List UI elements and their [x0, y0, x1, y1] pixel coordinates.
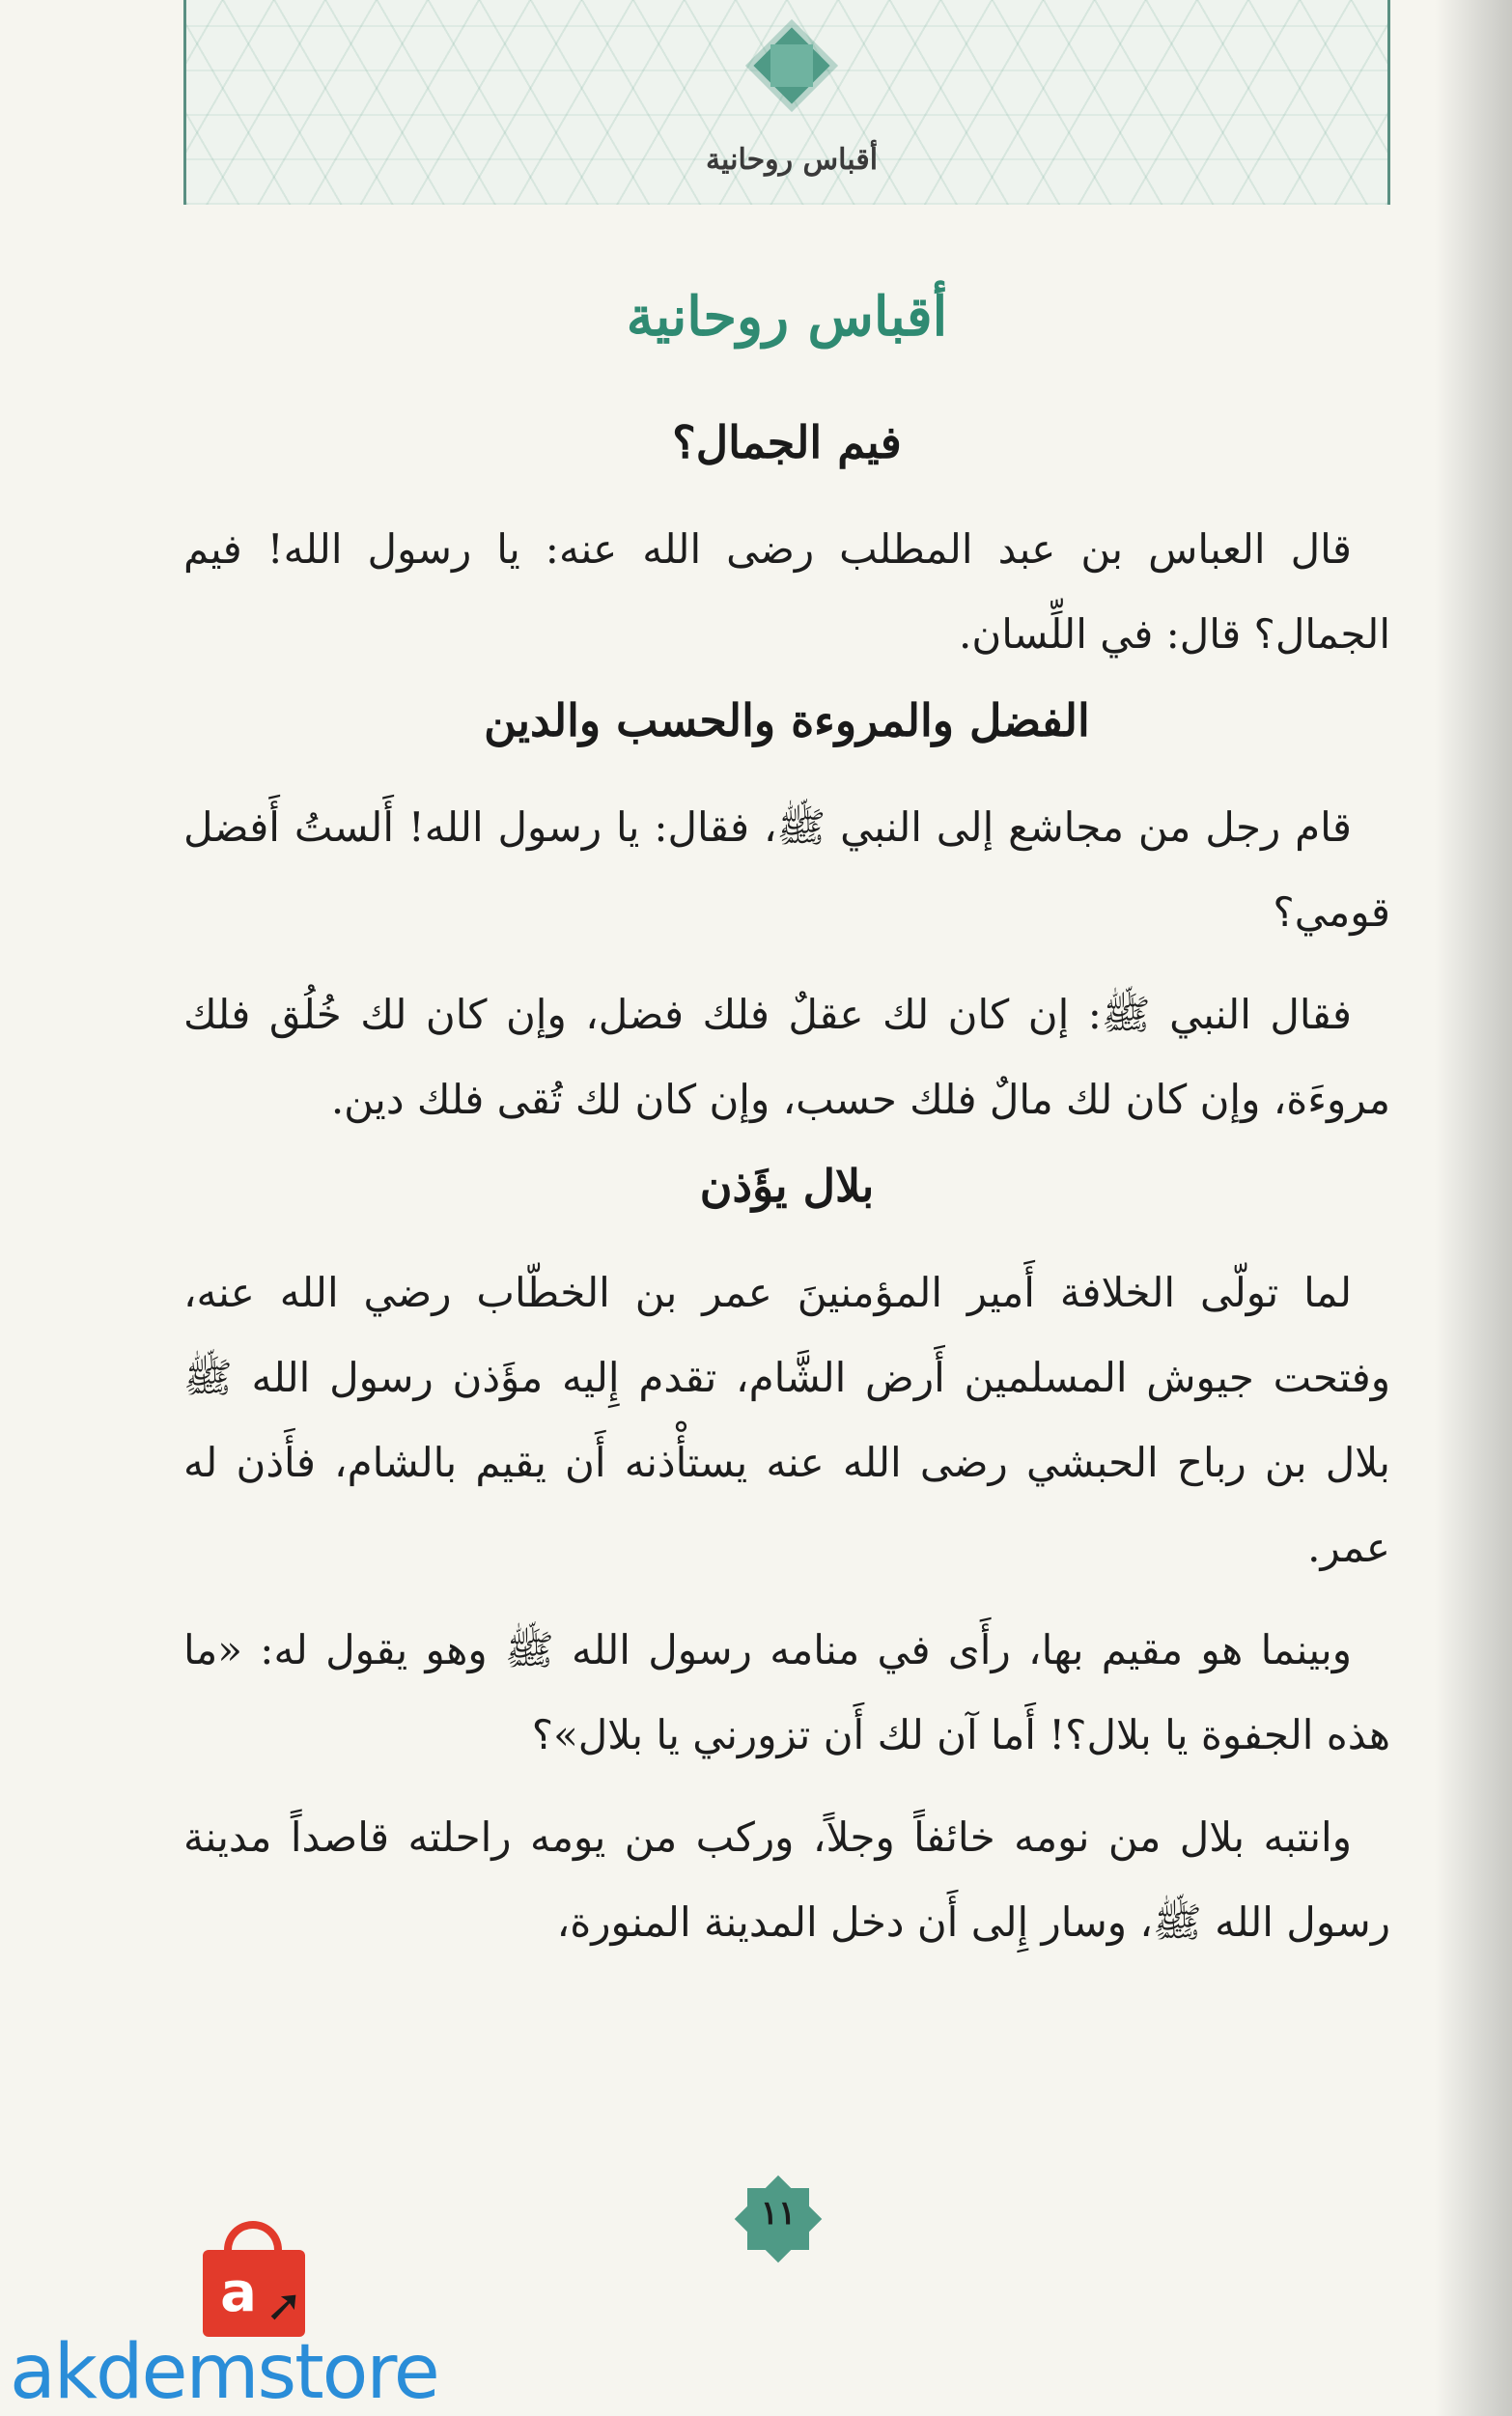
paragraph: فقال النبي ﷺ: إن كان لك عقلٌ فلك فضل، وإن كان لك خُلُق فلك مروءَة، وإن كان لك مالٌ فلك حسب، وإن كان لك تُقى فلك دين.: [183, 991, 1390, 1123]
page-edge-shadow: [1435, 0, 1512, 2416]
store-logo-watermark: [0, 2211, 541, 2416]
section-title: بلال يؤَذن: [699, 1160, 875, 1212]
paragraph: قال العباس بن عبد المطلب رضى الله عنه: يا رسول الله! فيم الجمال؟ قال: في اللِّسان.: [183, 525, 1390, 658]
bag-letter: a: [220, 2261, 257, 2324]
paragraph: قام رجل من مجاشع إلى النبي ﷺ، فقال: يا رسول الله! أَلستُ أَفضل قومي؟: [183, 803, 1390, 936]
store-wordmark: akdemstore: [10, 2329, 438, 2416]
section-title: فيم الجمال؟: [672, 416, 902, 468]
chapter-title: أقباس روحانية: [626, 285, 948, 349]
running-title: أقباس روحانية: [705, 143, 879, 177]
page-content: [183, 241, 1390, 1982]
paragraph: وانتبه بلال من نومه خائفاً وجلاً، وركب من يومه راحلته قاصداً مدينة رسول الله ﷺ، وسار إِلى أَن دخل المدينة المنورة،: [183, 1813, 1390, 1946]
paragraph: وبينما هو مقيم بها، رأَى في منامه رسول الله ﷺ وهو يقول له: «ما هذه الجفوة يا بلال؟! أَما آن لك أَن تزورني يا بلال»؟: [183, 1626, 1390, 1758]
star-ornament-center: [770, 44, 813, 87]
page-number-badge: [734, 2180, 826, 2258]
cursor-icon: ➚: [266, 2279, 303, 2331]
page-number: ١١: [760, 2194, 797, 2233]
section-title: الفضل والمروءة والحسب والدين: [484, 694, 1090, 746]
paragraph: لما تولّى الخلافة أَمير المؤمنينَ عمر بن الخطّاب رضي الله عنه، وفتحت جيوش المسلمين أَرض الشَّام، تقدم إِليه مؤَذن رسول الله ﷺ بلال بن رباح الحبشي رضى الله عنه يستأْذنه أَن يقيم بالشام، فأَذن له عمر.: [183, 1269, 1390, 1571]
